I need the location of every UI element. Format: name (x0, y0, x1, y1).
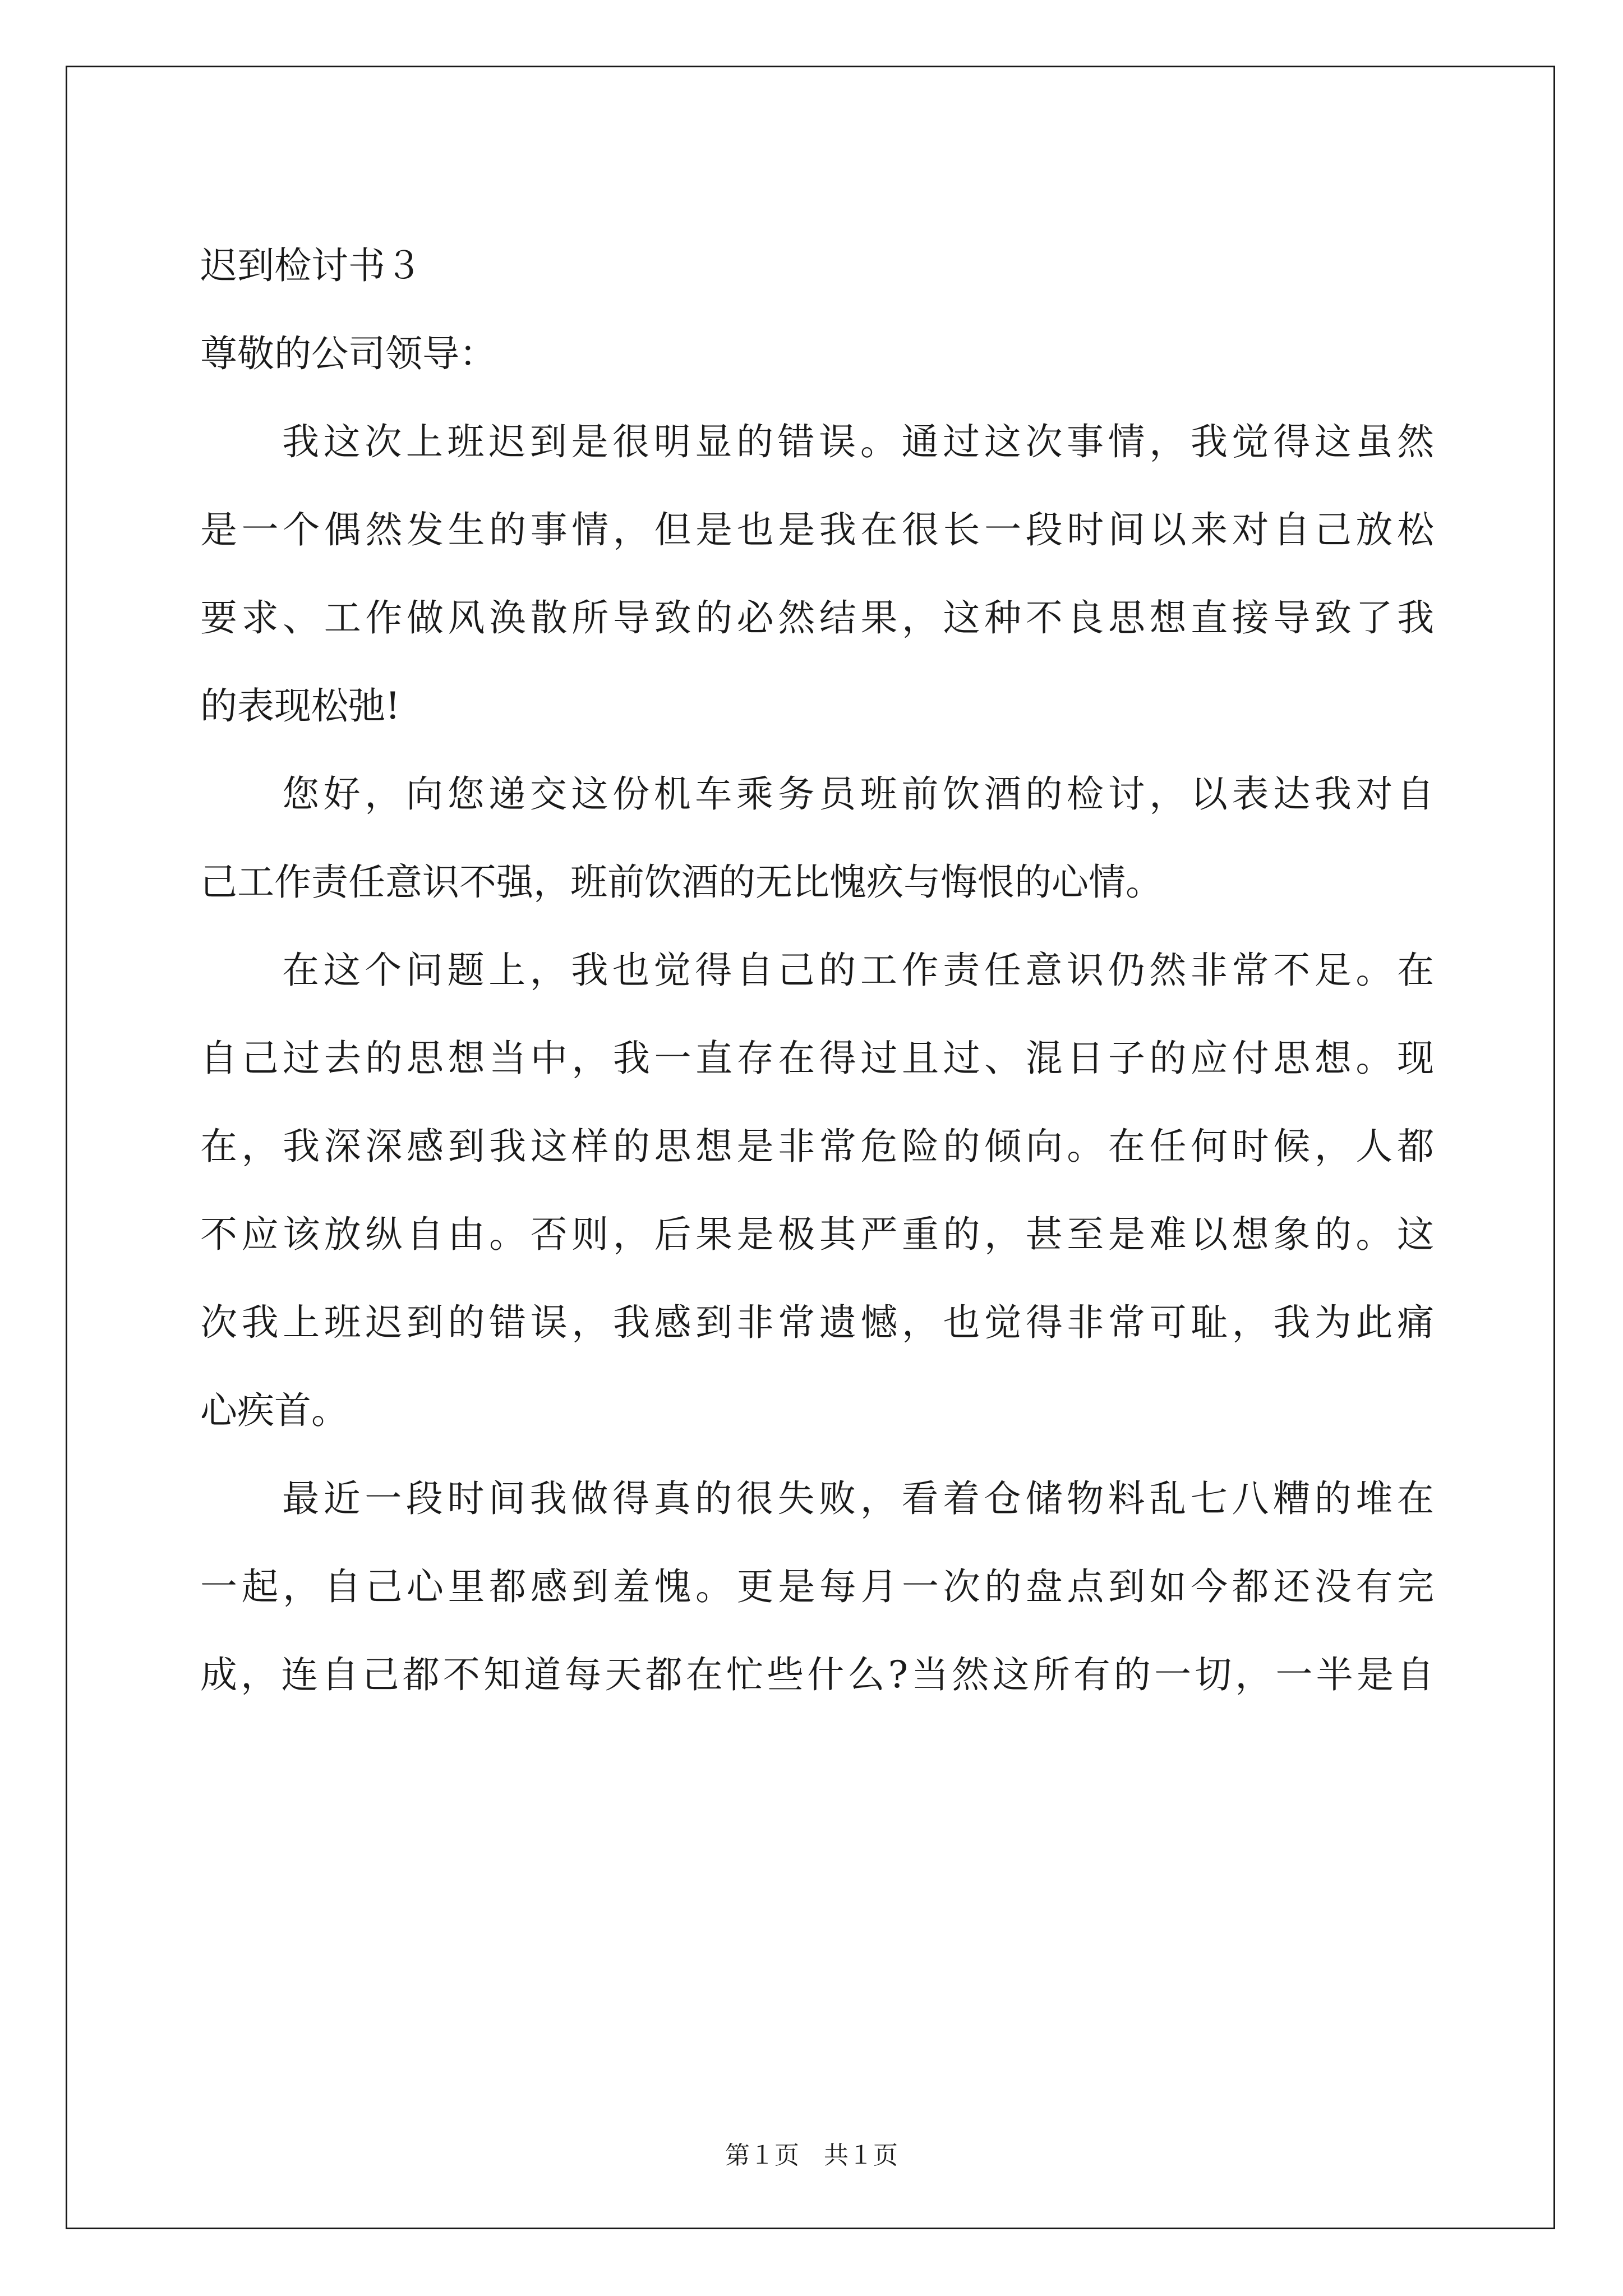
paragraph-line: 自己过去的思想当中，我一直存在得过且过、混日子的应付思想。现 (200, 1037, 1434, 1080)
paragraph-line: 是一个偶然发生的事情，但是也是我在很长一段时间以来对自己放松 (200, 508, 1434, 551)
paragraph-line: 最近一段时间我做得真的很失败，看着仓储物料乱七八糟的堆在 (282, 1477, 1434, 1520)
salutation: 尊敬的公司领导： (200, 332, 496, 375)
paragraph-line: 在这个问题上，我也觉得自己的工作责任意识仍然非常不足。在 (282, 949, 1434, 992)
paragraph-line: 我这次上班迟到是很明显的错误。通过这次事情，我觉得这虽然 (282, 420, 1434, 463)
paragraph-line: 不应该放纵自由。否则，后果是极其严重的，甚至是难以想象的。这 (200, 1213, 1434, 1256)
paragraph-line: 的表现松弛! (200, 684, 400, 728)
paragraph-line: 在，我深深感到我这样的思想是非常危险的倾向。在任何时候，人都 (200, 1125, 1434, 1168)
paragraph-line: 您好，向您递交这份机车乘务员班前饮酒的检讨，以表达我对自 (282, 772, 1434, 816)
paragraph-line: 次我上班迟到的错误，我感到非常遗憾，也觉得非常可耻，我为此痛 (200, 1301, 1434, 1344)
paragraph-line: 一起，自己心里都感到羞愧。更是每月一次的盘点到如今都还没有完 (200, 1565, 1434, 1608)
paragraph-line: 己工作责任意识不强，班前饮酒的无比愧疚与悔恨的心情。 (200, 861, 1163, 904)
paragraph-line: 要求、工作做风涣散所导致的必然结果，这种不良思想直接导致了我 (200, 596, 1434, 639)
paragraph-line: 成，连自己都不知道每天都在忙些什么?当然这所有的一切，一半是自 (200, 1653, 1434, 1696)
document-title: 迟到检讨书３ (200, 244, 422, 287)
paragraph-3 (200, 926, 1434, 1455)
paragraph-2 (200, 750, 1434, 926)
paragraph-4 (200, 1455, 1434, 1719)
paragraph-line: 心疾首。 (200, 1389, 348, 1432)
paragraph-1 (200, 398, 1434, 750)
document-body (200, 222, 1434, 1719)
page-footer: 第１页 共１页 (725, 2141, 898, 2170)
